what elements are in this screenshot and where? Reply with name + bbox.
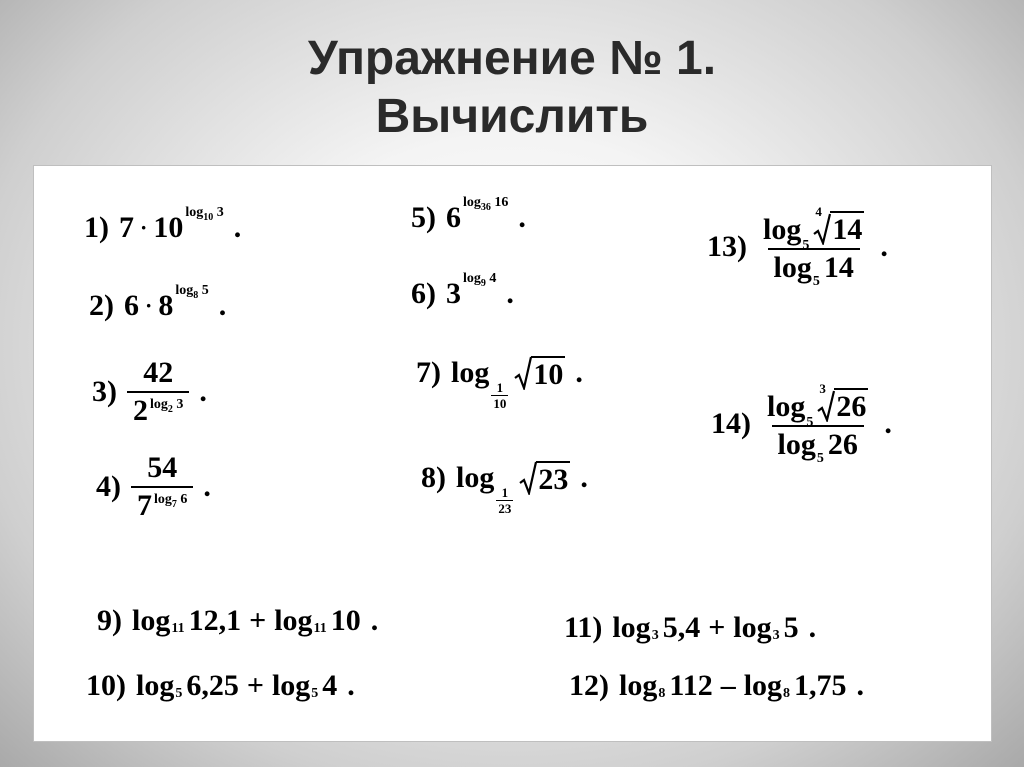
- exercise-number: 11): [564, 611, 603, 644]
- log-word: log: [456, 461, 495, 494]
- radicand: 23: [538, 463, 569, 496]
- exponent-log-arg: 5: [201, 283, 209, 298]
- exercise-8: [421, 461, 588, 516]
- exponent: [154, 492, 188, 510]
- nth-root: [813, 204, 864, 246]
- slide-title: [0, 30, 1024, 146]
- exponent: [150, 397, 184, 415]
- log-argument: 4: [322, 669, 338, 702]
- log-base: 11: [171, 621, 185, 636]
- exponent-log-arg: 3: [176, 397, 184, 412]
- log-base-denominator: 23: [498, 500, 512, 516]
- exercise-number: 14): [711, 407, 751, 440]
- log-base-fraction: [496, 486, 513, 515]
- exponent: [185, 205, 224, 223]
- exercise-number: 10): [86, 669, 126, 702]
- power-base: 3: [446, 277, 461, 310]
- exponent-log-base: 9: [480, 278, 486, 289]
- log-base-denominator: 10: [493, 395, 507, 411]
- log-base: 3: [651, 628, 659, 643]
- exercise-panel: [33, 165, 992, 742]
- log-argument: 12,1: [188, 604, 242, 637]
- exercise-number: 12): [569, 669, 609, 702]
- log-word: log: [619, 669, 658, 702]
- log-base-fraction: [491, 381, 508, 410]
- log-word: log: [763, 213, 802, 246]
- exponent-log-base: 2: [167, 404, 173, 415]
- root-index: 4: [815, 204, 822, 219]
- log-argument: 14: [823, 251, 854, 284]
- end-dot: .: [518, 201, 526, 234]
- exercise-number: 13): [707, 230, 747, 263]
- fraction: [761, 381, 874, 466]
- radicand: 14: [832, 213, 863, 246]
- exponent: [463, 195, 509, 213]
- fraction: [757, 204, 870, 289]
- exercise-number: 7): [416, 356, 441, 389]
- exponent-log-base: 36: [480, 202, 491, 213]
- square-root: [519, 461, 570, 495]
- exponent-log: log: [185, 205, 204, 220]
- coefficient: 7: [119, 211, 134, 244]
- log-base: 11: [313, 621, 327, 636]
- log-word: log: [136, 669, 175, 702]
- exercise-5: [411, 195, 526, 234]
- root-index: 3: [819, 381, 826, 396]
- exercise-14: [711, 381, 892, 466]
- title-line-1: Упражнение № 1.: [307, 32, 717, 85]
- end-dot: .: [370, 604, 379, 637]
- log-word: log: [777, 428, 816, 461]
- exercise-6: [411, 271, 514, 310]
- operator: –: [720, 669, 736, 702]
- power-base: 10: [153, 211, 184, 244]
- radicand: 26: [836, 390, 867, 423]
- exponent-log-arg: 4: [489, 271, 497, 286]
- exponent-log: log: [175, 283, 194, 298]
- exercise-2: [89, 283, 227, 322]
- fraction-numerator: [757, 204, 870, 253]
- log-base: 5: [812, 274, 820, 289]
- log-base: 5: [806, 415, 814, 430]
- end-dot: .: [233, 211, 242, 244]
- exercise-number: 4): [96, 470, 121, 503]
- nth-root: [817, 381, 868, 423]
- exponent-log-arg: 16: [494, 195, 509, 210]
- exercise-4: [96, 453, 211, 521]
- end-dot: .: [884, 407, 892, 440]
- end-dot: .: [218, 289, 227, 322]
- end-dot: .: [880, 230, 888, 263]
- radical-sign-icon: [514, 356, 532, 390]
- log-argument: 10: [330, 604, 361, 637]
- operator: +: [708, 611, 726, 644]
- log-base: 5: [311, 686, 319, 701]
- exercise-number: 8): [421, 461, 446, 494]
- log-argument: 5: [783, 611, 799, 644]
- log-word: log: [274, 604, 313, 637]
- radical-sign-icon: [519, 461, 537, 495]
- log-argument: 6,25: [186, 669, 239, 702]
- exercise-number: 5): [411, 201, 436, 234]
- exponent: [175, 283, 209, 301]
- log-base: 3: [772, 628, 780, 643]
- log-argument: 112: [669, 669, 713, 702]
- exponent-log-base: 10: [203, 212, 214, 223]
- exponent-log: log: [463, 195, 481, 210]
- log-word: log: [733, 611, 772, 644]
- fraction-numerator: 54: [147, 451, 178, 484]
- log-base: 5: [816, 451, 824, 466]
- exponent-log-base: 7: [171, 499, 177, 510]
- exponent-log: log: [463, 271, 481, 286]
- exponent-log-arg: 3: [216, 205, 224, 220]
- exponent-log: log: [154, 492, 172, 507]
- log-base-numerator: 1: [501, 484, 509, 500]
- log-base-numerator: 1: [496, 379, 504, 395]
- exercise-9: [97, 606, 378, 636]
- power-base: 6: [446, 201, 461, 234]
- log-argument: 26: [827, 428, 858, 461]
- fraction-numerator: [761, 381, 874, 430]
- multiply-sign: ·: [145, 293, 153, 318]
- exercise-3: [92, 358, 207, 426]
- exercise-10: [86, 671, 355, 701]
- title-line-2: Вычислить: [375, 90, 649, 143]
- exercise-12: [569, 671, 864, 701]
- power-base: 8: [158, 289, 174, 322]
- operator: +: [249, 604, 267, 637]
- log-word: log: [612, 611, 651, 644]
- exercise-number: 1): [84, 211, 109, 244]
- exponent-log-base: 8: [193, 290, 199, 301]
- log-argument: 1,75: [794, 669, 847, 702]
- coefficient: 6: [124, 289, 139, 322]
- log-argument: 5,4: [662, 611, 701, 644]
- fraction-denominator: [131, 486, 193, 521]
- end-dot: .: [203, 470, 211, 503]
- power-base: 7: [137, 489, 152, 522]
- log-word: log: [132, 604, 171, 637]
- end-dot: .: [347, 669, 355, 702]
- end-dot: .: [199, 375, 207, 408]
- log-word: log: [743, 669, 783, 702]
- square-root: [514, 356, 565, 390]
- end-dot: .: [506, 277, 514, 310]
- radicand: 10: [533, 358, 564, 391]
- log-word: log: [773, 251, 812, 284]
- end-dot: .: [808, 611, 817, 644]
- fraction: [127, 358, 189, 426]
- end-dot: .: [856, 669, 865, 702]
- log-base: 5: [175, 686, 183, 701]
- log-word: log: [271, 669, 311, 702]
- exponent-log: log: [150, 397, 168, 412]
- exercise-1: [84, 205, 242, 244]
- log-base: 8: [783, 686, 791, 701]
- operator: +: [246, 669, 264, 702]
- power-base: 2: [133, 394, 148, 427]
- log-word: log: [767, 390, 806, 423]
- exponent-log-arg: 6: [180, 492, 188, 507]
- fraction-numerator: 42: [143, 356, 174, 389]
- log-word: log: [451, 356, 490, 389]
- exercise-13: [707, 204, 888, 289]
- exponent: [463, 271, 497, 289]
- end-dot: .: [575, 356, 583, 389]
- multiply-sign: ·: [140, 215, 148, 240]
- fraction: [131, 453, 193, 521]
- exercise-number: 9): [97, 604, 122, 637]
- exercise-7: [416, 356, 583, 411]
- exercise-number: 2): [89, 289, 114, 322]
- exercise-number: 6): [411, 277, 436, 310]
- exercise-11: [564, 613, 816, 643]
- log-base: 5: [802, 238, 810, 253]
- fraction-denominator: [127, 391, 189, 426]
- fraction-denominator: [772, 425, 864, 466]
- fraction-denominator: [768, 248, 860, 289]
- exercise-number: 3): [92, 375, 117, 408]
- log-base: 8: [658, 686, 666, 701]
- end-dot: .: [580, 461, 588, 494]
